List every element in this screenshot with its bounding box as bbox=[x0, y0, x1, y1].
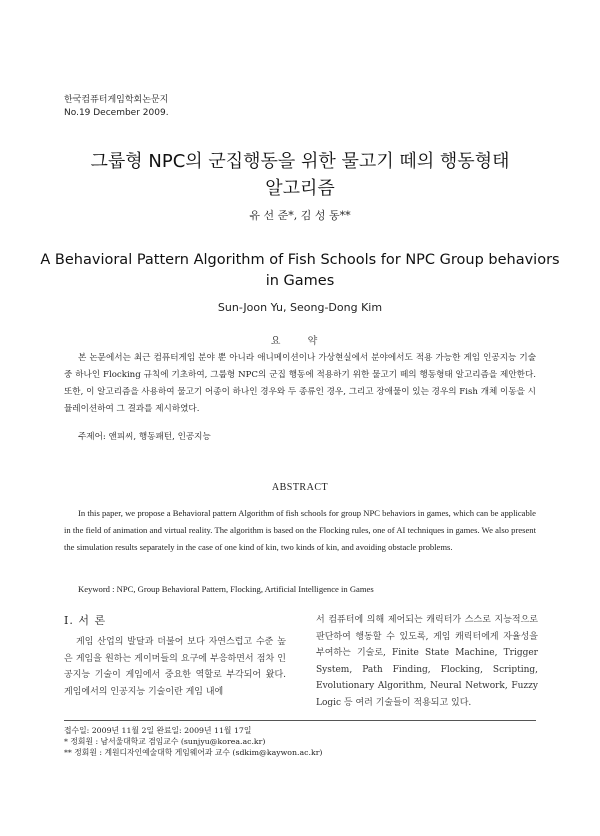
title-english-line2: in Games bbox=[265, 273, 335, 289]
journal-issue: No.19 December 2009. bbox=[64, 108, 169, 118]
authors-english: Sun-Joon Yu, Seong-Dong Kim bbox=[217, 301, 383, 314]
abstract-english-heading: ABSTRACT bbox=[271, 482, 329, 493]
abstract-korean bbox=[64, 350, 536, 418]
keywords-korean: 주제어: 앤피씨, 행동패턴, 인공지능 bbox=[78, 432, 211, 442]
title-english-line1: A Behavioral Pattern Algorithm of Fish Schools for NPC Group behaviors bbox=[40, 252, 560, 268]
abstract-english bbox=[64, 505, 536, 556]
footnote-author1: * 정회원 : 남서울대학교 겸임교수 (sunjyu@korea.ac.kr) bbox=[64, 737, 266, 746]
body-column-left bbox=[64, 612, 286, 700]
abstract-english-text: In this paper, we propose a Behavioral pattern Algorithm of fish schools for group NPC behaviors in games, which can be applicable in the field of animation and virtual reality. The algorithm is based on the Flocking rules, one of AI techniques in games. We also present the simulation results separately in the case of one kind of kin, two kinds of kin, and avoiding obstacle problems. bbox=[64, 508, 536, 552]
footnote-dates: 접수일: 2009년 11월 2일 완료일: 2009년 11월 17일 bbox=[64, 726, 252, 735]
title-korean-line2: 알고리즘 bbox=[265, 178, 335, 199]
body-column-right bbox=[316, 612, 538, 711]
journal-header bbox=[64, 94, 169, 120]
authors-korean: 유 선 준*, 김 성 동** bbox=[249, 209, 351, 222]
title-english bbox=[40, 250, 560, 292]
footnotes bbox=[64, 720, 536, 758]
title-korean bbox=[40, 148, 560, 202]
keywords-english: Keyword : NPC, Group Behavioral Pattern, Flocking, Artificial Intelligence in Games bbox=[78, 584, 374, 594]
abstract-korean-heading: 요 약 bbox=[270, 336, 330, 347]
introduction-text-left: 게임 산업의 발달과 더불어 보다 자연스럽고 수준 높은 게임을 원하는 게이머들의 요구에 부응하면서 점차 인공지능 기술이 게임에서 중요한 역할로 부각되어 왔다. 게임에서의 인공지능 기술이란 게임 내에 bbox=[64, 637, 286, 697]
section-heading-introduction: Ⅰ. 서 론 bbox=[64, 614, 107, 627]
introduction-text-right: 서 컴퓨터에 의해 제어되는 캐릭터가 스스로 지능적으로 판단하여 행동할 수 있도록, 게임 캐릭터에게 자율성을 부여하는 기술로, Finite State Machine, Trigger System, Path Finding, Flocking, Scripting, Evolutionary Algorithm, Neural Network, Fuzzy Logic 등 여러 기술들이 적용되고 있다. bbox=[316, 615, 538, 708]
journal-name: 한국컴퓨터게임학회논문지 bbox=[64, 95, 169, 105]
abstract-korean-text: 본 논문에서는 최근 컴퓨터게임 분야 뿐 아니라 애니메이션이나 가상현실에서 분야에서도 적용 가능한 게임 인공지능 기술 중 하나인 Flocking 규칙에 기초하여, 그룹형 NPC의 군집 행동에 적용하기 위한 물고기 떼의 행동형태 알고리즘을 제안한다. 또한, 이 알고리즘을 사용하여 물고기 어종이 하나인 경우와 두 종류인 경우, 그리고 장애물이 있는 경우의 Fish 개체 이동을 시뮬레이션하여 그 결과를 제시하였다. bbox=[64, 353, 536, 414]
footnote-author2: ** 정회원 : 계원디자인예술대학 게임웨어과 교수 (sdkim@kaywon.ac.kr) bbox=[64, 748, 323, 757]
title-korean-line1: 그룹형 NPC의 군집행동을 위한 물고기 떼의 행동형태 bbox=[90, 151, 510, 172]
